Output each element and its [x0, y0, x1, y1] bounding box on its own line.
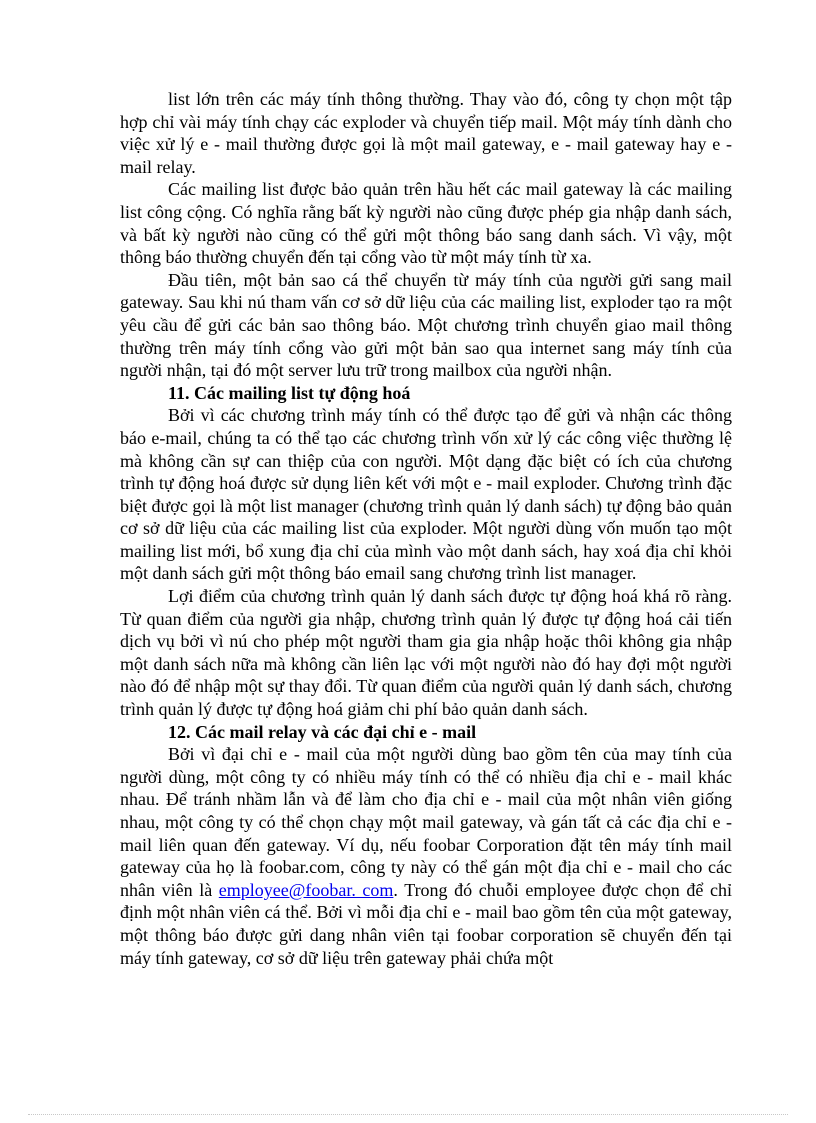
- paragraph-mail-relay-text-2: . Trong đó chuỗi employee được chọn để chỉ định một nhân viên cá thể. Bởi vì mỗi địa chỉ e - mail bao gồm tên của một gateway, một thông báo được gửi dang nhân viên tại foobar corporation sẽ chuyển đến tại máy tính gateway, cơ sở dữ liệu trên gateway phải chứa một: [120, 879, 732, 968]
- paragraph-list-manager: Bởi vì các chương trình máy tính có thể được tạo để gửi và nhận các thông báo e-mail, chúng ta có thể tạo các chương trình vốn xử lý các công việc thường lệ mà không cần sự can thiệp của con người. Một dạng đặc biệt có ích của chương trình tự động hoá được sử dụng liên kết với một e - mail exploder. Chương trình đặc biệt được gọi là một list manager (chương trình quản lý danh sách) tự động bảo quản cơ sở dữ liệu của các mailing list của exploder. Một người dùng vốn muốn tạo một mailing list mới, bổ xung địa chỉ của mình vào một danh sách, hay xoá địa chỉ khỏi một danh sách gửi một thông báo email sang chương trình list manager.: [120, 405, 732, 584]
- section-heading-11: 11. Các mailing list tự động hoá: [168, 382, 411, 403]
- paragraph-automation-benefits: Lợi điểm của chương trình quản lý danh sách được tự động hoá khá rõ ràng. Từ quan điểm của người gia nhập, chương trình quản lý được tự động hoá cải tiến dịch vụ bởi vì nú cho phép một người tham gia gia nhập hoặc thôi không gia nhập một danh sách nữa mà không cần liên lạc với một người nào đó hay đợi một người nào đó để nhập một sự thay đổi. Từ quan điểm của người quản lý danh sách, chương trình quản lý được tự động hoá giảm chi phí bảo quản danh sách.: [120, 586, 732, 720]
- paragraph-mail-gateway: list lớn trên các máy tính thông thường. Thay vào đó, công ty chọn một tập hợp chỉ vài máy tính chạy các exploder và chuyển tiếp mail. Một máy tính dành cho việc xử lý e - mail thường được gọi là một mail gateway, e - mail gateway hay e - mail relay.: [120, 89, 732, 177]
- document-page: [120, 88, 732, 969]
- paragraph-message-delivery: Đầu tiên, một bản sao cá thể chuyển từ máy tính của người gửi sang mail gateway. Sau khi nú tham vấn cơ sở dữ liệu của các mailing list, exploder tạo ra một yêu cầu để gửi các bản sao thông báo. Một chương trình chuyển giao mail thông thường trên máy tính cổng vào gửi một bản sao qua internet sang máy tính của người nhận, tại đó một server lưu trữ trong mailbox của người nhận.: [120, 269, 732, 381]
- section-heading-12: 12. Các mail relay và các đại chỉ e - mail: [168, 721, 477, 742]
- email-link[interactable]: employee@foobar. com: [218, 879, 394, 900]
- paragraph-mail-relay: [120, 743, 732, 969]
- paragraph-public-mailing-lists: Các mailing list được bảo quản trên hầu hết các mail gateway là các mailing list công cộng. Có nghĩa rằng bất kỳ người nào cũng được phép gia nhập danh sách, và bất kỳ người nào cũng có thể gửi một thông báo sang danh sách. Vì vậy, một thông báo thường chuyển đến tại cổng vào từ một máy tính từ xa.: [120, 179, 732, 268]
- page-bottom-border: [28, 1114, 788, 1115]
- paragraph-mail-relay-text-1: Bởi vì đại chỉ e - mail của một người dùng bao gồm tên của may tính của người dùng, một công ty có nhiều máy tính có thể có nhiều địa chỉ e - mail khác nhau. Để tránh nhầm lẫn và để làm cho địa chỉ e - mail của một nhân viên giống nhau, một công ty có thể chọn chạy một mail gateway, và gán tất cả các địa chỉ e - mail liên quan đến gateway. Ví dụ, nếu foobar Corporation đặt tên máy tính mail gateway của họ là foobar.com, công ty này có thể gán một địa chỉ e - mail cho các nhân viên là: [120, 744, 732, 900]
